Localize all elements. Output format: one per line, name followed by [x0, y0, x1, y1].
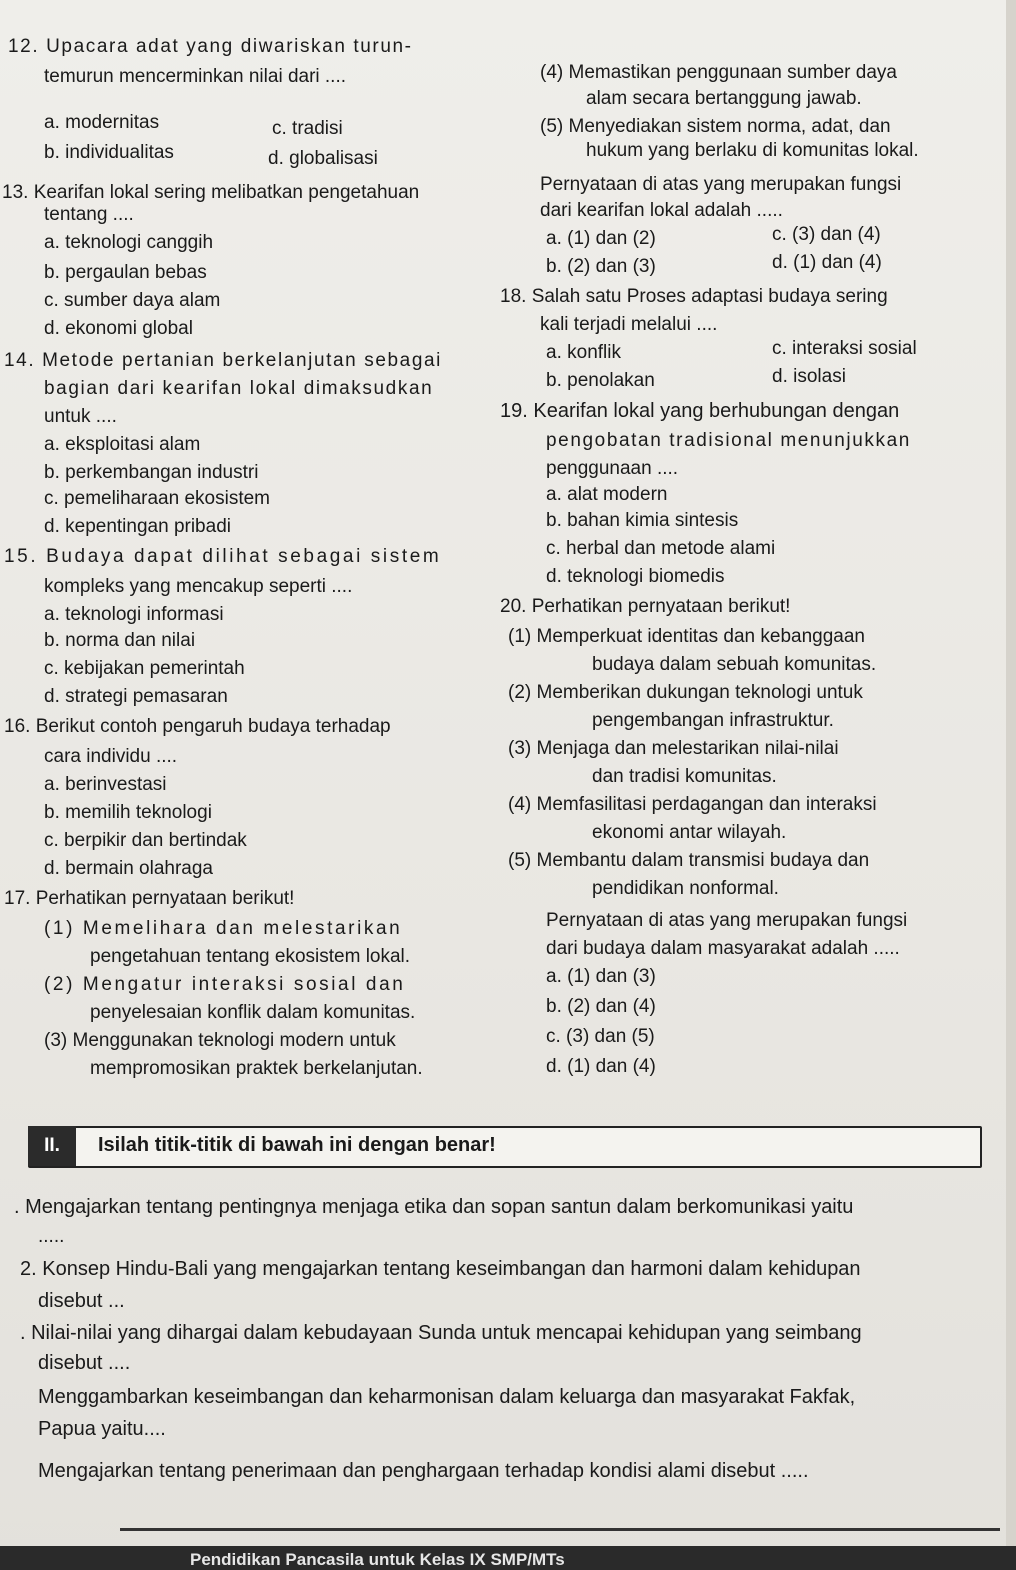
- question-17-statement-2-line-1: (2) Mengatur interaksi sosial dan: [44, 974, 406, 995]
- question-20-prompt-line-2: dari budaya dalam masyarakat adalah .....: [546, 938, 900, 959]
- page-edge: [1006, 0, 1016, 1570]
- question-16-option-c: c. berpikir dan bertindak: [44, 830, 247, 851]
- question-20-statement-2-line-1: (2) Memberikan dukungan teknologi untuk: [508, 682, 863, 703]
- question-20-statement-5-line-2: pendidikan nonformal.: [592, 878, 779, 899]
- question-17-statement-1-line-2: pengetahuan tentang ekosistem lokal.: [90, 946, 411, 967]
- question-16-option-b: b. memilih teknologi: [44, 802, 212, 823]
- question-19-option-d: d. teknologi biomedis: [546, 566, 725, 587]
- question-13-option-c: c. sumber daya alam: [44, 290, 221, 311]
- question-16r-option-a: a. (1) dan (2): [546, 228, 656, 249]
- question-18-line-1: 18. Salah satu Proses adaptasi budaya sering: [500, 286, 888, 307]
- question-20-option-d: d. (1) dan (4): [546, 1056, 656, 1077]
- question-20-statement-5-line-1: (5) Membantu dalam transmisi budaya dan: [508, 850, 870, 871]
- question-16-option-d: d. bermain olahraga: [44, 858, 213, 879]
- question-18-option-d: d. isolasi: [772, 366, 846, 387]
- essay-1-line-2: .....: [38, 1226, 65, 1247]
- question-15-line-1: 15. Budaya dapat dilihat sebagai sistem: [4, 546, 442, 567]
- question-20-statement-4-line-2: ekonomi antar wilayah.: [592, 822, 787, 843]
- question-20-option-c: c. (3) dan (5): [546, 1026, 655, 1047]
- footer-rule: [120, 1528, 1000, 1531]
- question-13-line-2: tentang ....: [44, 204, 134, 225]
- question-12-line-1: 12. Upacara adat yang diwariskan turun-: [8, 36, 413, 57]
- question-14-option-d: d. kepentingan pribadi: [44, 516, 231, 537]
- question-19-line-2: pengobatan tradisional menunjukkan: [546, 430, 911, 451]
- question-18-option-c: c. interaksi sosial: [772, 338, 917, 359]
- question-20-statement-3-line-1: (3) Menjaga dan melestarikan nilai-nilai: [508, 738, 839, 759]
- question-20-option-b: b. (2) dan (4): [546, 996, 656, 1017]
- question-20-statement-1-line-2: budaya dalam sebuah komunitas.: [592, 654, 877, 675]
- statement-5-line-2: hukum yang berlaku di komunitas lokal.: [586, 140, 919, 161]
- question-17-line-1: 17. Perhatikan pernyataan berikut!: [4, 888, 295, 909]
- question-19-option-a: a. alat modern: [546, 484, 668, 505]
- question-13-line-1: 13. Kearifan lokal sering melibatkan pengetahuan: [2, 182, 420, 203]
- statement-4-line-1: (4) Memastikan penggunaan sumber daya: [540, 62, 897, 83]
- question-12-option-c: c. tradisi: [272, 118, 343, 139]
- question-20-option-a: a. (1) dan (3): [546, 966, 656, 987]
- essay-4-line-1: Menggambarkan keseimbangan dan keharmonisan dalam keluarga dan masyarakat Fakfak,: [38, 1386, 856, 1408]
- question-13-option-a: a. teknologi canggih: [44, 232, 214, 253]
- question-19-option-b: b. bahan kimia sintesis: [546, 510, 739, 531]
- question-16-line-1: 16. Berikut contoh pengaruh budaya terhadap: [4, 716, 391, 737]
- question-12-line-2: temurun mencerminkan nilai dari ....: [44, 66, 347, 87]
- question-14-line-3: untuk ....: [44, 406, 117, 427]
- question-17-statement-3-line-2: mempromosikan praktek berkelanjutan.: [90, 1058, 423, 1079]
- question-14-line-2: bagian dari kearifan lokal dimaksudkan: [44, 378, 434, 399]
- question-20-statement-4-line-1: (4) Memfasilitasi perdagangan dan interaksi: [508, 794, 877, 815]
- question-15-option-c: c. kebijakan pemerintah: [44, 658, 245, 679]
- question-15-option-d: d. strategi pemasaran: [44, 686, 228, 707]
- question-19-option-c: c. herbal dan metode alami: [546, 538, 776, 559]
- essay-3-line-2: disebut ....: [38, 1352, 131, 1374]
- question-17-statement-1-line-1: (1) Memelihara dan melestarikan: [44, 918, 403, 939]
- footer-book-title: Pendidikan Pancasila untuk Kelas IX SMP/MTs: [190, 1550, 565, 1569]
- question-14-option-c: c. pemeliharaan ekosistem: [44, 488, 270, 509]
- question-15-option-a: a. teknologi informasi: [44, 604, 224, 625]
- question-16-line-2: cara individu ....: [44, 746, 178, 767]
- question-16r-option-d: d. (1) dan (4): [772, 252, 882, 273]
- question-15-line-2: kompleks yang mencakup seperti ....: [44, 576, 353, 597]
- question-16r-line-1: Pernyataan di atas yang merupakan fungsi: [540, 174, 902, 195]
- essay-5-line-1: Mengajarkan tentang penerimaan dan penghargaan terhadap kondisi alami disebut .....: [38, 1460, 809, 1482]
- essay-2-line-2: disebut ...: [38, 1290, 125, 1312]
- question-20-statement-3-line-2: dan tradisi komunitas.: [592, 766, 777, 787]
- question-18-option-b: b. penolakan: [546, 370, 655, 391]
- question-16r-line-2: dari kearifan lokal adalah .....: [540, 200, 783, 221]
- essay-3-line-1: . Nilai-nilai yang dihargai dalam kebudayaan Sunda untuk mencapai kehidupan yang seimbang: [20, 1322, 862, 1344]
- question-15-option-b: b. norma dan nilai: [44, 630, 196, 651]
- question-18-option-a: a. konflik: [546, 342, 621, 363]
- question-16r-option-c: c. (3) dan (4): [772, 224, 881, 245]
- question-14-option-a: a. eksploitasi alam: [44, 434, 201, 455]
- question-17-statement-3-line-1: (3) Menggunakan teknologi modern untuk: [44, 1030, 396, 1051]
- question-12-option-d: d. globalisasi: [268, 148, 378, 169]
- question-16r-option-b: b. (2) dan (3): [546, 256, 656, 277]
- essay-4-line-2: Papua yaitu....: [38, 1418, 166, 1440]
- question-17-statement-2-line-2: penyelesaian konflik dalam komunitas.: [90, 1002, 416, 1023]
- section-2-roman-numeral: II.: [28, 1126, 76, 1166]
- question-18-line-2: kali terjadi melalui ....: [540, 314, 718, 335]
- question-20-statement-1-line-1: (1) Memperkuat identitas dan kebanggaan: [508, 626, 866, 647]
- question-20-prompt-line-1: Pernyataan di atas yang merupakan fungsi: [546, 910, 908, 931]
- question-19-line-3: penggunaan ....: [546, 458, 679, 479]
- question-19-line-1: 19. Kearifan lokal yang berhubungan dengan: [500, 400, 900, 422]
- question-13-option-d: d. ekonomi global: [44, 318, 193, 339]
- question-12-option-a: a. modernitas: [44, 112, 160, 133]
- question-20-statement-2-line-2: pengembangan infrastruktur.: [592, 710, 834, 731]
- question-16-option-a: a. berinvestasi: [44, 774, 167, 795]
- question-20-line-1: 20. Perhatikan pernyataan berikut!: [500, 596, 791, 617]
- question-12-option-b: b. individualitas: [44, 142, 174, 163]
- section-2-title: Isilah titik-titik di bawah ini dengan benar!: [98, 1134, 496, 1156]
- question-14-option-b: b. perkembangan industri: [44, 462, 259, 483]
- question-13-option-b: b. pergaulan bebas: [44, 262, 207, 283]
- essay-2-line-1: 2. Konsep Hindu-Bali yang mengajarkan tentang keseimbangan dan harmoni dalam kehidupan: [20, 1258, 861, 1280]
- question-14-line-1: 14. Metode pertanian berkelanjutan sebagai: [4, 350, 442, 371]
- statement-4-line-2: alam secara bertanggung jawab.: [586, 88, 862, 109]
- statement-5-line-1: (5) Menyediakan sistem norma, adat, dan: [540, 116, 891, 137]
- essay-1-line-1: . Mengajarkan tentang pentingnya menjaga etika dan sopan santun dalam berkomunikasi yaitu: [14, 1196, 854, 1218]
